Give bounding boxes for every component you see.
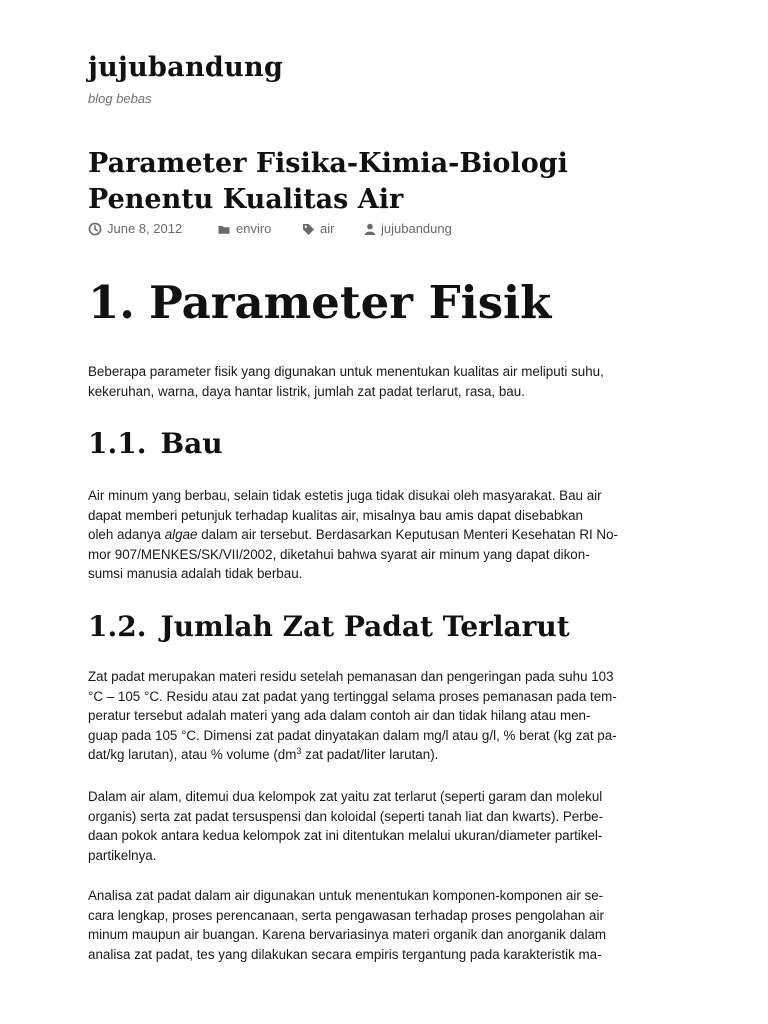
meta-author-text: jujubandung: [381, 221, 452, 236]
post-title-line-2: Penentu Kualitas Air: [88, 184, 404, 215]
folder-icon: [218, 224, 231, 235]
meta-tag-text: air: [320, 221, 335, 236]
heading-text: Parameter Fisik: [148, 276, 552, 329]
meta-author[interactable]: [364, 220, 452, 238]
site-title[interactable]: jujubandung: [88, 52, 284, 83]
post-title-line-1: Parameter Fisika-Kimia-Biologi: [88, 148, 568, 179]
meta-date[interactable]: [88, 220, 182, 238]
meta-category-text: enviro: [236, 221, 272, 236]
person-icon: [364, 223, 376, 236]
heading-parameter-fisik: [88, 274, 551, 332]
heading-bau: [88, 426, 223, 462]
post-title: [88, 146, 688, 218]
meta-tag[interactable]: [302, 220, 334, 238]
heading-text: Jumlah Zat Padat Terlarut: [160, 610, 570, 643]
zat-padat-paragraph-3: Analisa zat padat dalam air digunakan untuk menentukan komponen-komponen air se- cara lengkap, proses perencanaan, serta pengawasan terhadap proses pengolahan air minum maupun air buangan. Karena bervariasinya materi organik dan anorganik dalam analisa zat padat, tes yang dilakukan secara empiris tergantung pada karakteristik ma-: [88, 888, 607, 962]
intro-paragraph: Beberapa parameter fisik yang digunakan untuk menentukan kualitas air meliputi suhu, kekeruhan, warna, daya hantar listrik, jumlah zat padat terlarut, rasa, bau.: [88, 364, 604, 399]
heading-number: 1.1.: [88, 427, 147, 460]
zat-padat-paragraph-1: Zat padat merupakan materi residu setelah pemanasan dan pengeringan pada suhu 103 °C – 105 °C. Residu atau zat padat yang tertinggal selama proses pemanasan pada tem- peratur tersebut adalah materi yang ada dalam contoh air dan tidak hilang atau men- guap pada 105 °C. Dimensi zat padat dinyatakan dalam mg/l atau g/l, % berat (kg zat pa- dat/kg larutan), atau % volume ($dm^3$ zat padat/liter larutan).: [88, 669, 617, 762]
bau-paragraph: Air minum yang berbau, selain tidak estetis juga tidak disukai oleh masyarakat. Bau air dapat memberi petunjuk terhadap kualitas air, misalnya bau amis dapat disebabkan oleh adanya algae dalam air tersebut. Berdasarkan Keputusan Menteri Kesehatan RI No- mor 907/MENKES/SK/VII/2002, diketahui bahwa syarat air minum yang dapat dikon- sumsi manusia adalah tidak berbau.: [88, 488, 619, 581]
heading-number: 1.: [88, 276, 135, 329]
heading-jumlah-zat-padat-terlarut: [88, 609, 570, 645]
meta-category[interactable]: [218, 220, 271, 238]
tag-icon: [302, 223, 315, 236]
algae-term: algae: [164, 527, 198, 542]
site-description: blog bebas: [88, 91, 152, 106]
clock-icon: [88, 222, 102, 236]
heading-text: Bau: [160, 427, 223, 460]
meta-date-text: June 8, 2012: [107, 221, 183, 236]
heading-number: 1.2.: [88, 610, 147, 643]
zat-padat-paragraph-2: Dalam air alam, ditemui dua kelompok zat yaitu zat terlarut (seperti garam dan molekul organis) serta zat padat tersuspensi dan koloidal (seperti tanah liat dan kwarts). Perbe- daan pokok antara kedua kelompok zat ini ditentukan melalui ukuran/diameter partikel- partikelnya.: [88, 789, 604, 863]
